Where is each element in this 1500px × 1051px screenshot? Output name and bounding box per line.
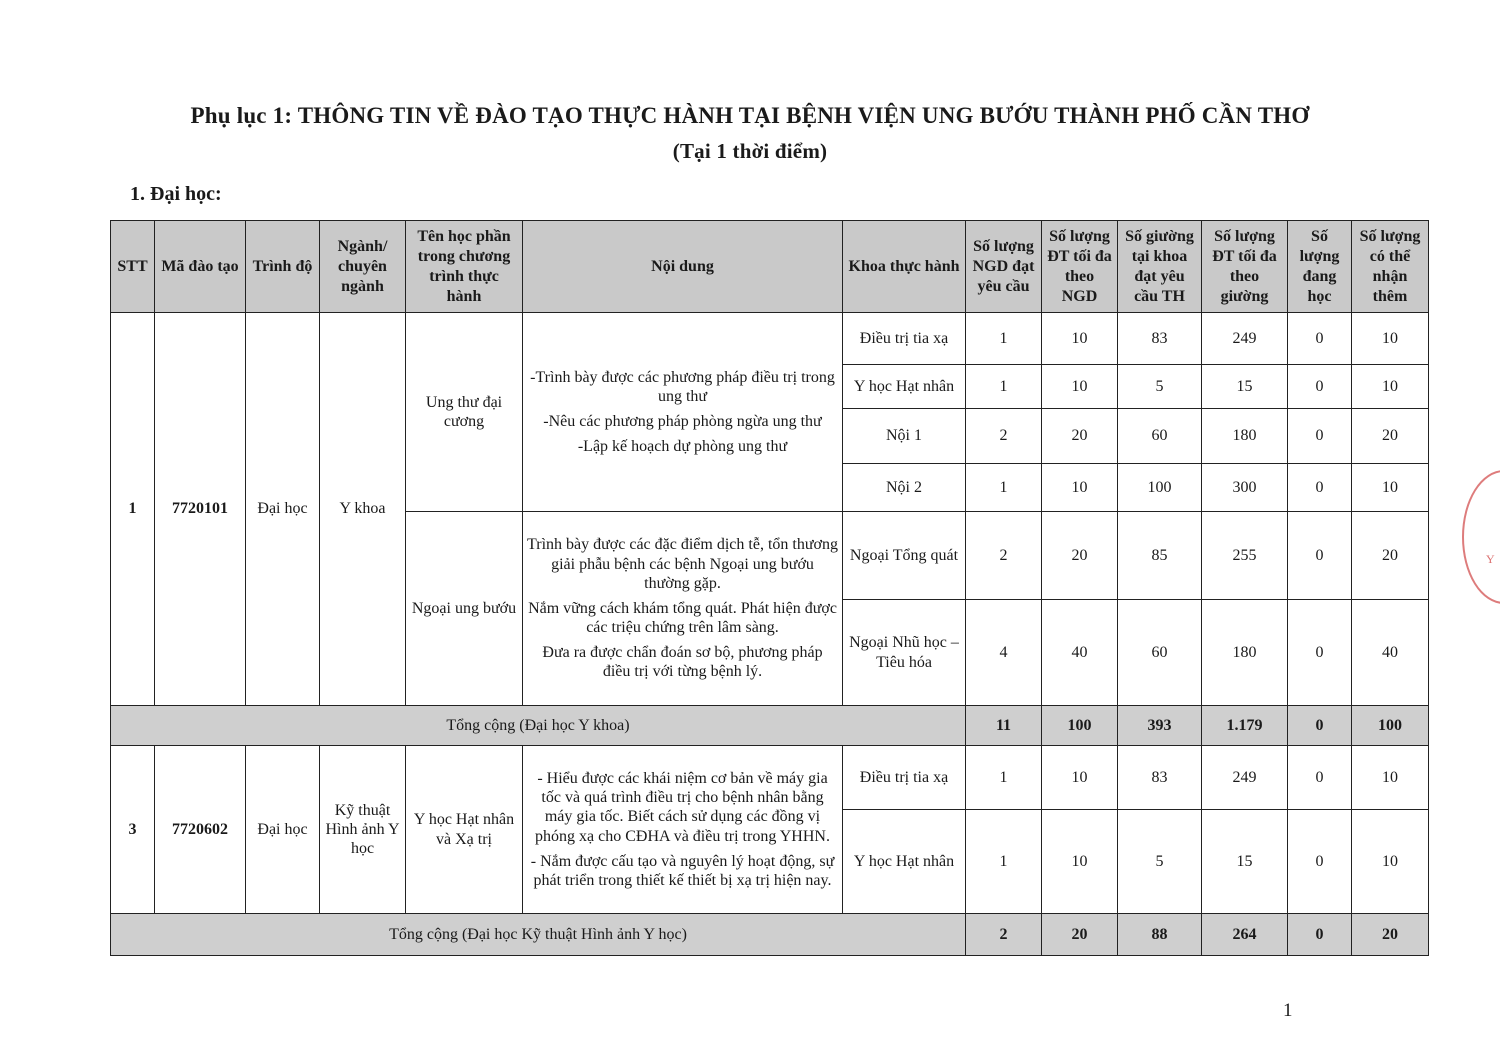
cell-dang-hoc: 0 [1288,810,1352,914]
cell-nganh: Y khoa [320,313,406,706]
cell-giuong: 60 [1118,600,1202,706]
cell-dt-ngd: 10 [1042,313,1118,365]
cell-noi-dung [523,313,843,512]
cell-dt-ngd: 10 [1042,365,1118,409]
cell-nhan-them: 10 [1352,810,1429,914]
total-giuong: 393 [1118,706,1202,746]
cell-nhan-them: 10 [1352,365,1429,409]
cell-giuong: 100 [1118,464,1202,512]
header-dt-ngd: Số lượng ĐT tối đa theo NGD [1042,221,1118,313]
content-line: - Hiểu được các khái niệm cơ bản về máy gia tốc và quá trình điều trị cho bệnh nhân bằng máy gia tốc. Biết cách sử dụng các đồng vị phóng xạ cho CĐHA và điều trị trong YHHN. [535,769,830,845]
cell-dt-ngd: 20 [1042,512,1118,600]
content-line: -Nêu các phương pháp phòng ngừa ung thư [543,413,822,430]
cell-dang-hoc: 0 [1288,313,1352,365]
cell-giuong: 83 [1118,746,1202,810]
cell-dt-giuong: 180 [1202,409,1288,464]
cell-dt-giuong: 15 [1202,810,1288,914]
cell-nhan-them: 20 [1352,409,1429,464]
cell-nhan-them: 10 [1352,313,1429,365]
total-label: Tổng cộng (Đại học Y khoa) [111,706,966,746]
total-row [111,706,1429,746]
content-line: -Trình bày được các phương pháp điều trị trong ung thư [530,368,835,405]
header-dt-giuong: Số lượng ĐT tối đa theo giường [1202,221,1288,313]
header-nganh: Ngành/ chuyên ngành [320,221,406,313]
cell-ngd: 1 [966,365,1042,409]
cell-dt-giuong: 249 [1202,313,1288,365]
cell-dt-ngd: 10 [1042,746,1118,810]
table-row [111,746,1429,810]
cell-ngd: 1 [966,810,1042,914]
cell-dang-hoc: 0 [1288,746,1352,810]
cell-ngd: 2 [966,512,1042,600]
cell-giuong: 5 [1118,365,1202,409]
cell-dt-giuong: 300 [1202,464,1288,512]
header-khoa: Khoa thực hành [843,221,966,313]
cell-giuong: 5 [1118,810,1202,914]
cell-nhan-them: 10 [1352,464,1429,512]
red-stamp: Y [1462,470,1500,604]
cell-khoa: Điều trị tia xạ [843,313,966,365]
page-title [0,103,1500,164]
header-stt: STT [111,221,155,313]
section-heading: 1. Đại học: [130,183,222,205]
total-ngd: 2 [966,914,1042,956]
cell-dt-ngd: 10 [1042,464,1118,512]
cell-khoa: Ngoại Tổng quát [843,512,966,600]
header-noi-dung: Nội dung [523,221,843,313]
cell-nhan-them: 10 [1352,746,1429,810]
cell-stt: 3 [111,746,155,914]
cell-hoc-phan: Ngoại ung bướu [406,512,523,706]
cell-ma-dao-tao: 7720101 [155,313,246,706]
total-dt-giuong: 1.179 [1202,706,1288,746]
page-number: 1 [1283,1000,1293,1021]
total-dt-ngd: 20 [1042,914,1118,956]
header-row [111,221,1429,313]
cell-dt-giuong: 15 [1202,365,1288,409]
cell-dt-ngd: 40 [1042,600,1118,706]
cell-ngd: 1 [966,313,1042,365]
cell-khoa: Ngoại Nhũ học – Tiêu hóa [843,600,966,706]
cell-giuong: 83 [1118,313,1202,365]
cell-nhan-them: 40 [1352,600,1429,706]
cell-ma-dao-tao: 7720602 [155,746,246,914]
header-dang-hoc: Số lượng đang học [1288,221,1352,313]
total-dt-ngd: 100 [1042,706,1118,746]
cell-nhan-them: 20 [1352,512,1429,600]
header-ma-dao-tao: Mã đào tạo [155,221,246,313]
title-line-1: Phụ lục 1: THÔNG TIN VỀ ĐÀO TẠO THỰC HÀNH TẠI BỆNH VIỆN UNG BƯỚU THÀNH PHỐ CẦN THƠ [190,103,1310,128]
total-nhan-them: 100 [1352,706,1429,746]
cell-dt-giuong: 255 [1202,512,1288,600]
cell-giuong: 85 [1118,512,1202,600]
cell-ngd: 1 [966,464,1042,512]
cell-dt-giuong: 180 [1202,600,1288,706]
total-dang-hoc: 0 [1288,914,1352,956]
total-ngd: 11 [966,706,1042,746]
header-hoc-phan: Tên học phần trong chương trình thực hành [406,221,523,313]
cell-ngd: 4 [966,600,1042,706]
total-row [111,914,1429,956]
training-table [110,220,1429,956]
content-line: -Lập kế hoạch dự phòng ung thư [577,438,788,456]
cell-khoa: Y học Hạt nhân [843,810,966,914]
header-trinh-do: Trình độ [246,221,320,313]
header-ngd: Số lượng NGD đạt yêu cầu [966,221,1042,313]
content-line: - Nắm được cấu tạo và nguyên lý hoạt động, sự phát triển trong thiết kế thiết bị xạ trị hiện nay. [530,852,835,889]
header-nhan-them: Số lượng có thể nhận thêm [1352,221,1429,313]
total-nhan-them: 20 [1352,914,1429,956]
cell-dang-hoc: 0 [1288,512,1352,600]
header-giuong: Số giường tại khoa đạt yêu cầu TH [1118,221,1202,313]
cell-giuong: 60 [1118,409,1202,464]
cell-trinh-do: Đại học [246,313,320,706]
cell-dang-hoc: 0 [1288,409,1352,464]
cell-stt: 1 [111,313,155,706]
cell-noi-dung [523,512,843,706]
cell-dang-hoc: 0 [1288,365,1352,409]
cell-dt-ngd: 10 [1042,810,1118,914]
content-line: Trình bày được các đặc điểm dịch tễ, tổn thương giải phẫu bệnh các bệnh Ngoại ung bướu thường gặp. [527,536,838,592]
cell-khoa: Điều trị tia xạ [843,746,966,810]
cell-ngd: 1 [966,746,1042,810]
table-row [111,313,1429,365]
cell-dt-giuong: 249 [1202,746,1288,810]
cell-khoa: Nội 1 [843,409,966,464]
cell-nganh: Kỹ thuật Hình ảnh Y học [320,746,406,914]
cell-dt-ngd: 20 [1042,409,1118,464]
cell-khoa: Y học Hạt nhân [843,365,966,409]
total-dt-giuong: 264 [1202,914,1288,956]
cell-dang-hoc: 0 [1288,600,1352,706]
total-giuong: 88 [1118,914,1202,956]
content-line: Nắm vững cách khám tổng quát. Phát hiện được các triệu chứng trên lâm sàng. [528,599,837,637]
total-label: Tổng cộng (Đại học Kỹ thuật Hình ảnh Y học) [111,914,966,956]
total-dang-hoc: 0 [1288,706,1352,746]
title-line-2: (Tại 1 thời điểm) [672,139,828,163]
cell-trinh-do: Đại học [246,746,320,914]
cell-noi-dung [523,746,843,914]
cell-hoc-phan: Y học Hạt nhân và Xạ trị [406,746,523,914]
cell-dang-hoc: 0 [1288,464,1352,512]
cell-ngd: 2 [966,409,1042,464]
cell-khoa: Nội 2 [843,464,966,512]
content-line: Đưa ra được chẩn đoán sơ bộ, phương pháp điều trị với từng bệnh lý. [542,644,823,681]
cell-hoc-phan: Ung thư đại cương [406,313,523,512]
